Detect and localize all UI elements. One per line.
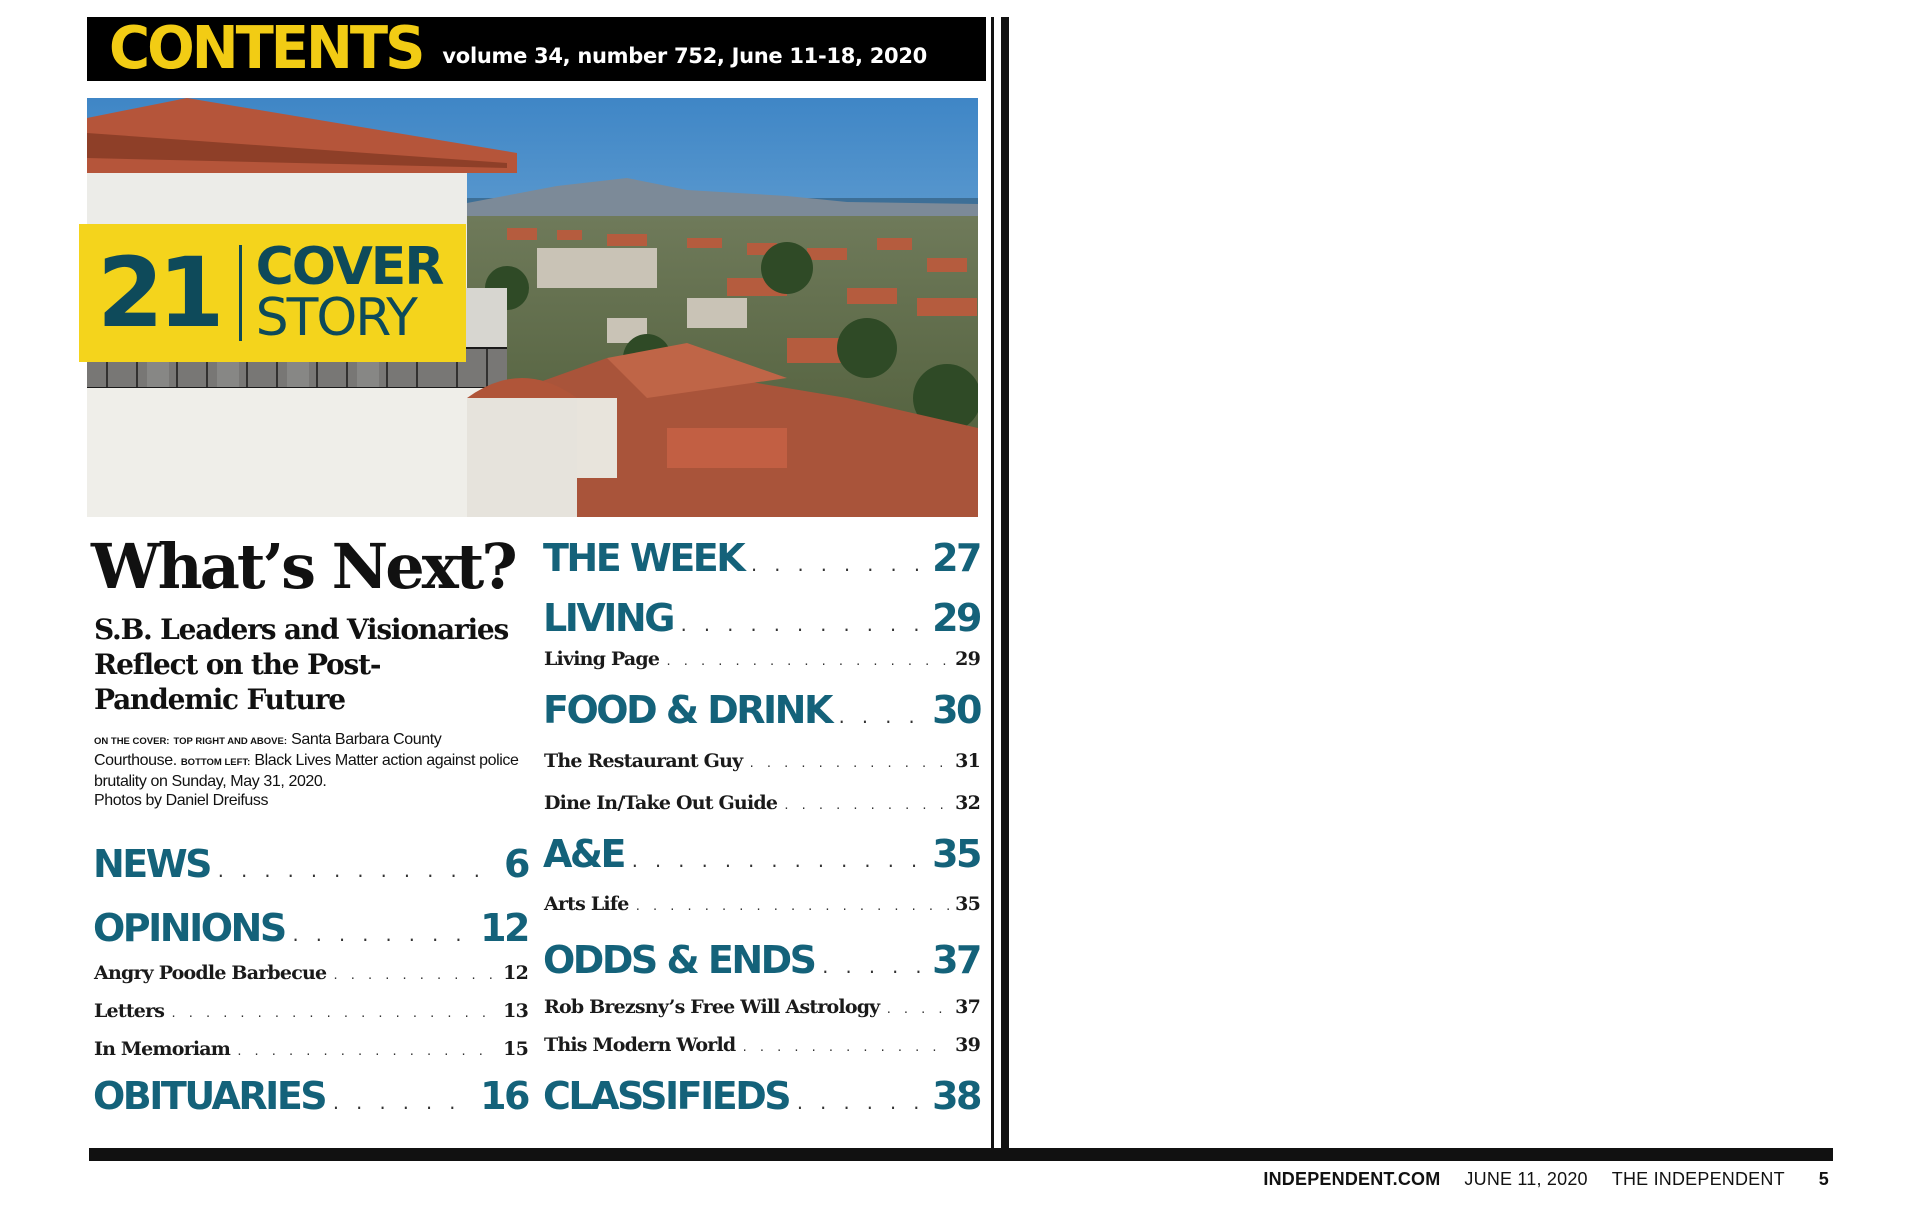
toc-label: THE WEEK	[543, 536, 744, 580]
leader-dots	[331, 1094, 474, 1113]
toc-entry-this-modern-world[interactable]	[544, 1034, 980, 1056]
leader-dots	[821, 958, 927, 977]
toc-entry-restaurant-guy[interactable]	[544, 750, 980, 772]
toc-label: FOOD & DRINK	[543, 688, 831, 732]
toc-page: 35	[955, 893, 980, 915]
toc-label: ODDS & ENDS	[543, 938, 815, 982]
toc-page: 32	[955, 792, 980, 814]
badge-divider	[239, 245, 242, 341]
toc-entry-obituaries[interactable]	[93, 1074, 528, 1118]
leader-dots	[837, 708, 926, 727]
toc-page: 35	[932, 832, 980, 876]
column-divider	[991, 17, 994, 1152]
page-gutter-rule	[1001, 17, 1009, 1152]
toc-entry-in-memoriam[interactable]	[94, 1038, 528, 1060]
toc-entry-letters[interactable]	[94, 1000, 528, 1022]
footer-rule	[89, 1148, 1833, 1161]
toc-entry-food-drink[interactable]	[543, 688, 980, 732]
toc-page: 31	[955, 750, 980, 772]
toc-entry-dine-in-guide[interactable]	[544, 792, 980, 814]
toc-label: NEWS	[93, 842, 211, 886]
toc-page: 12	[503, 962, 528, 984]
toc-page: 16	[480, 1074, 528, 1118]
toc-entry-angry-poodle[interactable]	[94, 962, 528, 984]
toc-page: 15	[503, 1038, 528, 1060]
caption-label-on-cover: ON THE COVER:	[94, 736, 170, 747]
toc-page: 29	[932, 596, 980, 640]
issue-info: volume 34, number 752, June 11-18, 2020	[442, 44, 927, 68]
toc-page: 12	[480, 906, 528, 950]
toc-label: Dine In/Take Out Guide	[544, 792, 778, 814]
toc-page: 29	[955, 648, 980, 670]
toc-entry-the-week[interactable]	[543, 536, 980, 580]
toc-label: The Restaurant Guy	[544, 750, 743, 772]
toc-page: 13	[503, 1000, 528, 1022]
caption-label-top-right: TOP RIGHT AND ABOVE:	[173, 736, 288, 747]
caption-text-blm: Black Lives Matter action against police brutality on Sunday, May 31, 2020.	[94, 752, 519, 790]
leader-dots	[170, 1007, 497, 1020]
toc-label: Angry Poodle Barbecue	[94, 962, 327, 984]
contents-masthead	[87, 14, 986, 83]
leader-dots	[634, 900, 949, 913]
toc-entry-arts-life[interactable]	[544, 893, 980, 915]
footer-paper-name: THE INDEPENDENT	[1611, 1169, 1785, 1189]
toc-entry-opinions[interactable]	[93, 906, 528, 950]
leader-dots	[291, 926, 474, 945]
toc-label: Letters	[94, 1000, 165, 1022]
cover-label-line1: COVER	[255, 237, 443, 298]
cover-label-line2: STORY	[255, 288, 416, 348]
leader-dots	[795, 1094, 926, 1113]
leader-dots	[679, 616, 926, 635]
toc-page: 27	[932, 536, 980, 580]
toc-page: 39	[955, 1034, 980, 1056]
toc-entry-classifieds[interactable]	[543, 1074, 980, 1118]
leader-dots	[885, 1003, 949, 1016]
leader-dots	[749, 556, 926, 575]
toc-label: A&E	[543, 832, 625, 876]
toc-label: Arts Life	[544, 893, 629, 915]
toc-page: 30	[932, 688, 980, 732]
caption-label-bottom-left: BOTTOM LEFT:	[180, 757, 251, 768]
footer-site[interactable]: INDEPENDENT.COM	[1263, 1169, 1441, 1189]
leader-dots	[630, 852, 926, 871]
toc-page: 38	[932, 1074, 980, 1118]
toc-entry-living-page[interactable]	[544, 648, 980, 670]
toc-label: Rob Brezsny’s Free Will Astrology	[544, 996, 880, 1018]
cover-caption	[94, 730, 524, 810]
cover-story-badge[interactable]	[79, 224, 466, 362]
toc-page: 37	[955, 996, 980, 1018]
toc-entry-ae[interactable]	[543, 832, 980, 876]
leader-dots	[741, 1041, 949, 1054]
cover-story-label	[255, 237, 443, 348]
leader-dots	[216, 862, 498, 881]
leader-dots	[665, 655, 949, 668]
contents-title: CONTENTS	[109, 14, 423, 83]
toc-label: OBITUARIES	[93, 1074, 326, 1118]
toc-label: Living Page	[544, 648, 660, 670]
toc-entry-living[interactable]	[543, 596, 980, 640]
cover-story-deck: S.B. Leaders and Visionaries Reflect on the Post-Pandemic Future	[94, 613, 509, 716]
leader-dots	[236, 1045, 497, 1058]
toc-entry-news[interactable]	[93, 842, 528, 886]
cover-story-headline: What’s Next?	[91, 530, 515, 603]
toc-label: CLASSIFIEDS	[543, 1074, 790, 1118]
toc-page: 37	[932, 938, 980, 982]
leader-dots	[783, 799, 949, 812]
caption-text-courthouse: Santa Barbara County Courthouse.	[94, 731, 442, 769]
leader-dots	[332, 969, 497, 982]
toc-label: This Modern World	[544, 1034, 736, 1056]
page-footer	[1263, 1169, 1829, 1190]
toc-label: In Memoriam	[94, 1038, 231, 1060]
toc-label: LIVING	[543, 596, 673, 640]
footer-date: JUNE 11, 2020	[1464, 1169, 1588, 1189]
photo-credit: Photos by Daniel Dreifuss	[94, 792, 269, 809]
toc-page: 6	[504, 842, 528, 886]
toc-entry-odds-ends[interactable]	[543, 938, 980, 982]
leader-dots	[748, 757, 949, 770]
toc-entry-astrology[interactable]	[544, 996, 980, 1018]
footer-page-number: 5	[1818, 1169, 1829, 1189]
cover-story-page-number: 21	[97, 237, 219, 349]
toc-label: OPINIONS	[93, 906, 285, 950]
